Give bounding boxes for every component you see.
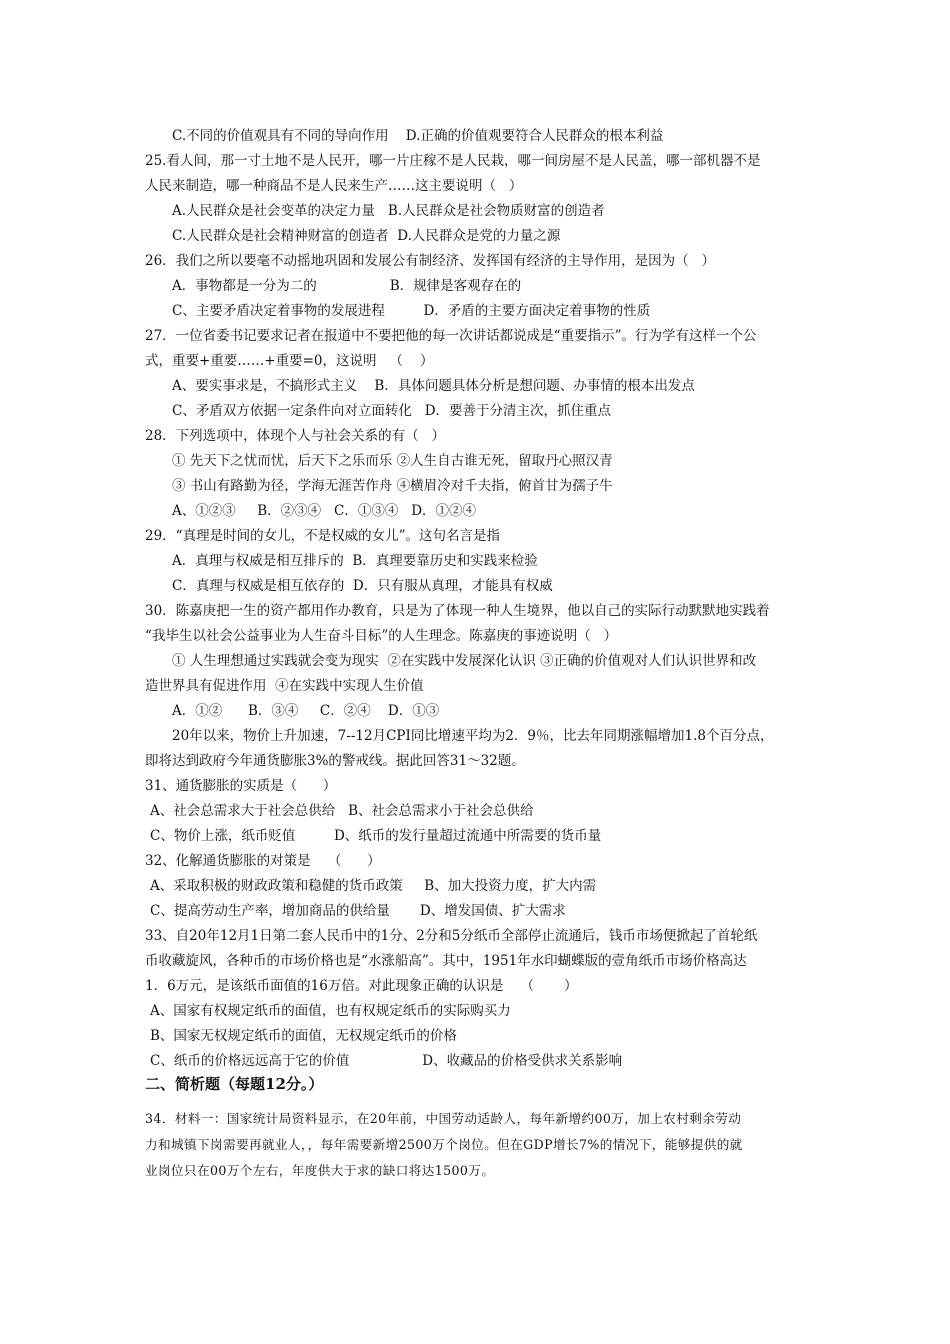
- option-line: A、①②③ B．②③④ C．①③④ D．①②④: [172, 503, 477, 519]
- option-line: C、矛盾双方依据一定条件向对立面转化 D．要善于分清主次，抓住重点: [172, 403, 612, 419]
- text-line: 造世界具有促进作用 ④在实践中实现人生价值: [145, 678, 424, 694]
- text-line: 币收藏旋风，各种币的市场价格也是“水涨船高”。其中，1951年水印蝴蝶版的壹角纸币市场价格高达: [145, 953, 747, 969]
- text-line: 力和城镇下岗需要再就业人，，每年需要新增2500万个岗位。但在GDP增长7%的情况下，能够提供的就: [145, 1137, 743, 1152]
- option-line: A、要实事求是，不搞形式主义 B．具体问题具体分析是想问题、办事情的根本出发点: [172, 378, 695, 394]
- question-33: 33、自20年12月1日第二套人民币中的1分、2分和5分纸币全部停止流通后，钱币市场便掀起了首轮纸: [145, 928, 758, 944]
- option-line: B、国家无权规定纸币的面值，无权规定纸币的价格: [150, 1028, 457, 1044]
- option-line: A、国家有权规定纸币的面值，也有权规定纸币的实际购买力: [150, 1003, 511, 1019]
- option-line: ① 先天下之忧而忧，后天下之乐而乐 ②人生自古谁无死，留取丹心照汉青: [172, 453, 613, 469]
- question-29: 29．“真理是时间的女儿，不是权威的女儿”。这句名言是指: [145, 528, 500, 544]
- question-31: 31、通货膨胀的实质是（ ）: [145, 778, 337, 794]
- question-32: 32、化解通货膨胀的对策是 （ ）: [145, 853, 381, 869]
- option-line: A．事物都是一分为二的 B．规律是客观存在的: [172, 278, 522, 294]
- section-heading: 二、简析题（每题12分。）: [145, 1075, 324, 1093]
- question-30: 30．陈嘉庚把一生的资产都用作办教育，只是为了体现一种人生境界，他以自己的实际行动默默地实践着: [145, 603, 770, 619]
- material-paragraph: 20年以来，物价上升加速，7--12月CPI同比增速平均为2．9％，比去年同期涨幅增加1.8个百分点，: [172, 728, 774, 744]
- text-line: 业岗位只在00万个左右，年度供大于求的缺口将达1500万。: [145, 1163, 495, 1178]
- option-line: A．真理与权威是相互排斥的 B．真理要靠历史和实践来检验: [172, 553, 538, 569]
- text-line: 1．6万元，是该纸币面值的16万倍。对此现象正确的认识是 （ ）: [145, 978, 578, 994]
- question-26: 26．我们之所以要毫不动摇地巩固和发展公有制经济、发挥国有经济的主导作用，是因为（ ）: [145, 253, 716, 269]
- option-line: C．真理与权威是相互依存的 D．只有服从真理，才能具有权威: [172, 578, 553, 594]
- question-34: 34．材料一：国家统计局资料显示，在20年前，中国劳动适龄人，每年新增约00万，加上农村剩余劳动: [145, 1111, 742, 1126]
- option-line: A、社会总需求大于社会总供给 B、社会总需求小于社会总供给: [150, 803, 534, 819]
- text-line: 人民来制造，哪一种商品不是人民来生产……这主要说明（ ）: [145, 178, 523, 194]
- question-27: 27．一位省委书记要求记者在报道中不要把他的每一次讲话都说成是“重要指示”。行为学有这样一个公: [145, 328, 757, 344]
- option-line: C.人民群众是社会精神财富的创造者 D.人民群众是党的力量之源: [172, 228, 561, 244]
- option-line: C、纸币的价格远远高于它的价值 D、收藏品的价格受供求关系影响: [150, 1053, 623, 1069]
- text-line: 式，重要+重要……+重要=0，这说明 （ ）: [145, 353, 434, 369]
- option-line: A.人民群众是社会变革的决定力量 B.人民群众是社会物质财富的创造者: [172, 203, 605, 219]
- option-line: ③ 书山有路勤为径，学海无涯苦作舟 ④横眉冷对千夫指，俯首甘为孺子牛: [172, 478, 613, 494]
- text-line: “我毕生以社会公益事业为人生奋斗目标”的人生理念。陈嘉庚的事迹说明（ ）: [145, 628, 618, 644]
- option-line: C、主要矛盾决定着事物的发展进程 D．矛盾的主要方面决定着事物的性质: [172, 303, 651, 319]
- text-line: 即将达到政府今年通货膨胀3%的警戒线。据此回答31～32题。: [145, 753, 525, 769]
- question-28: 28．下列选项中，体现个人与社会关系的有（ ）: [145, 428, 446, 444]
- option-line: A．①② B．③④ C．②④ D．①③: [172, 703, 440, 719]
- option-line: A、采取积极的财政政策和稳健的货币政策 B、加大投资力度，扩大内需: [150, 878, 597, 894]
- option-line: ① 人生理想通过实践就会变为现实 ②在实践中发展深化认识 ③正确的价值观对人们认识世界和改: [172, 653, 757, 669]
- option-line: C、物价上涨，纸币贬值 D、纸币的发行量超过流通中所需要的货币量: [150, 828, 602, 844]
- question-25: 25.看人间，那一寸土地不是人民开，哪一片庄稼不是人民栽，哪一间房屋不是人民盖，哪一部机器不是: [145, 153, 761, 169]
- option-line: C、提高劳动生产率，增加商品的供给量 D、增发国债、扩大需求: [150, 903, 566, 919]
- text-line: C.不同的价值观具有不同的导向作用 D.正确的价值观要符合人民群众的根本利益: [172, 128, 664, 144]
